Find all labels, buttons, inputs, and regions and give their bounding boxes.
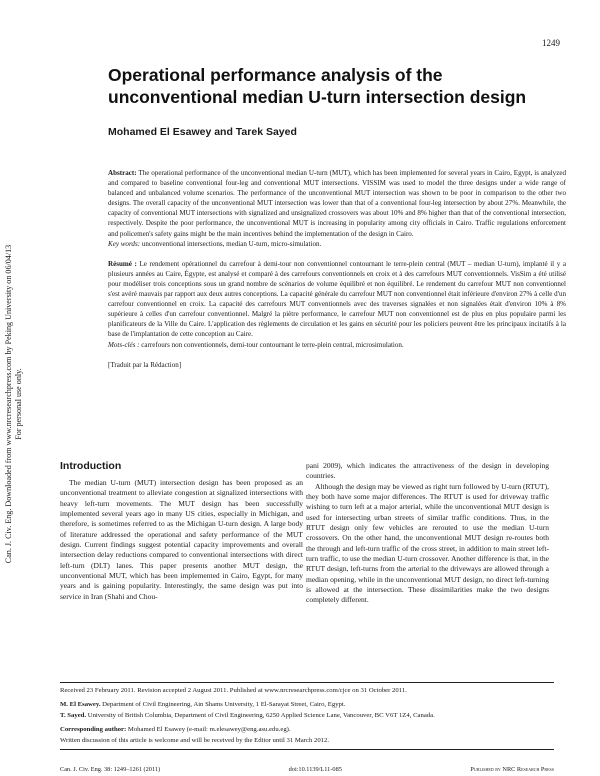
received-dates: Received 23 February 2011. Revision accepted 2 August 2011. Published at www.nrcresearchpress.com/cjce on 31 October 2011. <box>60 687 407 694</box>
title-line-1: Operational performance analysis of the <box>108 65 443 85</box>
title-line-2: unconventional median U-turn intersection design <box>108 87 527 107</box>
author-1-affiliation <box>60 700 554 709</box>
corresponding-label: Corresponding author: <box>60 726 127 733</box>
translation-note: [Traduit par la Rédaction] <box>108 360 182 369</box>
body-column-right <box>306 461 549 606</box>
article-info-box <box>60 682 554 750</box>
intro-paragraph-1: The median U-turn (MUT) intersection design has been proposed as an unconventional treatment to alleviate congestion at signalized intersections with heavy left-turn movements. The MUT design has been successfully implemented several years ago in many US cities, especially in Michigan, and therefore, is sometimes referred to as the Michigan U-turn design. A large body of literature addressed the operational and safety performance of the MUT design. Current findings suggest potential capacity improvements and overall intersection delay reductions compared to conventional intersections with direct left-turn (DLT) lanes. This paper presents another MUT design, the unconventional MUT, which has been implemented in Cairo, Egypt, for many years and is gaining popularity. Interestingly, the same design was put into service in Iran (Shahi and Chou- <box>60 478 303 601</box>
introduction-heading: Introduction <box>60 460 122 472</box>
publisher: Published by NRC Research Press <box>470 766 554 773</box>
author-2-affiliation <box>60 711 554 720</box>
abstract <box>108 168 566 239</box>
page-footer <box>60 766 554 773</box>
resume-label: Résumé : <box>108 259 137 268</box>
resume-text: Le rendement opérationnel du carrefour à demi-tour non conventionnel contournant le terre-plein central (MUT – median U-turn), implanté il y a plusieurs années au Caire, Égypte, est analysé et comparé à des carrefours conventionnels en croix et à des carrefours MUT conventionnels. VisSim a été utilisé pour modéliser trois conceptions sous un grand nombre de scénarios de volume équilibré et non équilibré. Le rendement du carrefour MUT non conventionnel s'est avéré mauvais par rapport aux deux autres conceptions. La capacité générale du carrefour MUT non conventionnel était inférieure d'environ 27% à celle d'un carrefour conventionnel en croix. La capacité des carrefours MUT conventionnels avec des traverses signalées et non signalées était d'environ 10% à 8% supérieure à celles d'un carrefour conventionnel. Malgré la piètre performance, le carrefour MUT non conventionnel est de plus en plus populaire parmi les planificateurs de la Ville du Caire. L'application des règlements de circulation et les gains en sécurité pour les policiers peuvent être les principaux incitatifs à la base de l'implantation de cette conception au Caire. <box>108 259 566 339</box>
page-number: 1249 <box>542 38 560 48</box>
intro-paragraph-2: Although the design may be viewed as right turn followed by U-turn (RTUT), they both have some major differences. The RTUT is used for driveway traffic wishing to turn left at a major arterial, while the unconventional MUT design is used for intersecting urban streets of similar traffic conditions. Thus, in the RTUT design only few vehicles are rerouted to use the median U-turn crossovers. On the other hand, the unconventional MUT design re-routes both the through and left-turn traffic of the cross street, in addition to main street left-turn traffic, to use the median U-turn crossover. Another difference is that, in the RTUT design, left-turns from the arterial to the driveways are allowed through a median opening, while in the unconventional MUT design, no direct left-turning is allowed at the intersection. These dissimilarities make the two designs completely different. <box>306 481 549 605</box>
doi: doi:10.1139/L11-085 <box>288 766 342 773</box>
discussion-note: Written discussion of this article is welcome and will be received by the Editor until 31 March 2012. <box>60 737 330 744</box>
authors: Mohamed El Esawey and Tarek Sayed <box>108 126 297 138</box>
author-1-name: M. El Esawey. <box>60 701 101 708</box>
abstract-label: Abstract: <box>108 169 137 177</box>
personal-use-note: For personal use only. <box>14 368 23 440</box>
abstract-text: The operational performance of the unconventional median U-turn (MUT), which has been implemented for several years in Cairo, Egypt, is analyzed and compared to baseline conventional four-leg and conventional MUT intersections. VISSIM was used to model the three designs under a wide range of balanced and unbalanced volume scenarios. The performance of the unconventional MUT intersection was shown to be poor in comparison to the other two designs. The overall capacity of the unconventional MUT intersection was lower than that of a conventional four-leg intersection by about 27%. Meanwhile, the capacity of conventional MUT intersections with signalized and unsignalized crossovers was about 10% and 8% higher than that of the conventional intersection, respectively. Despite the poor performance, the unconventional MUT is increasing in popularity among city officials in Cairo. Traffic regulations enforcement and policemen's safety gains might be the main incentives behind the implementation of the design in Cairo. <box>108 169 566 238</box>
paper-title <box>108 64 568 108</box>
author-2-name: T. Sayed. <box>60 712 87 719</box>
download-watermark <box>4 184 23 624</box>
intro-paragraph-1-continued: pani 2009), which indicates the attractiveness of the design in developing countries. <box>306 461 549 481</box>
keywords-label: Key words: <box>108 239 141 248</box>
corresponding-text: Mohamed El Esawey (e-mail: m.elesawey@eng.asu.edu.eg). <box>127 726 291 733</box>
abstract-block <box>108 168 566 370</box>
keywords-text: unconventional intersections, median U-turn, micro-simulation. <box>141 239 322 248</box>
corresponding-author <box>60 725 554 734</box>
keywords <box>108 239 566 249</box>
author-1-affil-text: Department of Civil Engineering, Ain Shams University, 1 El-Sarayat Street, Cairo, Egypt. <box>102 701 346 708</box>
resume <box>108 259 566 340</box>
download-note: Can. J. Civ. Eng. Downloaded from www.nrcresearchpress.com by Peking University on 06/04/13 <box>4 244 13 564</box>
body-column-left <box>60 478 303 602</box>
mots-cles <box>108 340 566 350</box>
mots-cles-text: carrefours non conventionnels, demi-tour contournant le terre-plein central, microsimulation. <box>141 340 404 349</box>
author-2-affil-text: University of British Columbia, Department of Civil Engineering, 6250 Applied Science Lane, Vancouver, BC V6T 1Z4, Canada. <box>87 712 435 719</box>
journal-citation: Can. J. Civ. Eng. 38: 1249–1261 (2011) <box>60 766 161 773</box>
mots-cles-label: Mots-clés : <box>108 340 140 349</box>
